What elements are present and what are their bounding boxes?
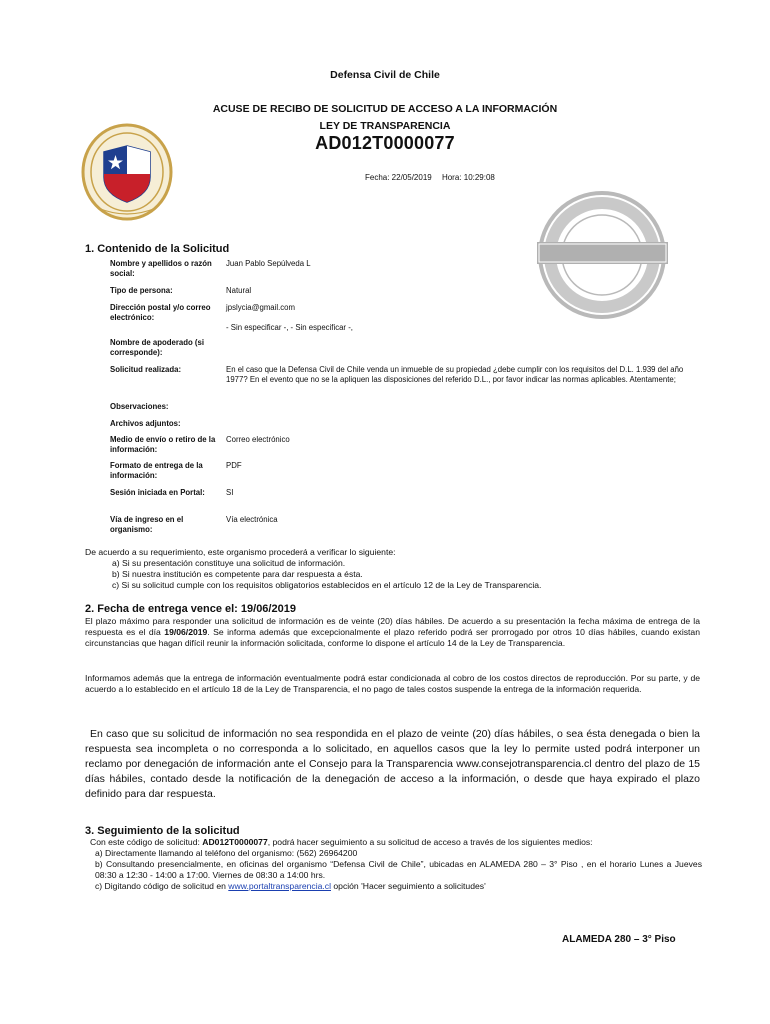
field-value: Juan Pablo Sepúlveda L xyxy=(226,259,311,268)
field-value: Natural xyxy=(226,286,252,295)
costs-paragraph: Informamos además que la entrega de información eventualmente podrá estar condicionada al cobro de los costos directos de reproducción. Por su parte, y de acuerdo a lo establecido en el artículo 18 de la Ley de Transparencia, el no pago de tales costos suspende la entrega de la información requerida. xyxy=(85,673,700,694)
footer-address: ALAMEDA 280 – 3° Piso xyxy=(562,934,676,945)
text-fragment: . Se informa además que excepcionalmente el plazo referido podrá ser prorrogado por otros 10 días hábiles, cuando existan circunstancias que hagan difícil reunir la información solicitada, conforme lo dispone el artículo 14 de la Ley de Transparencia. xyxy=(85,627,700,648)
section-3-title: 3. Seguimiento de la solicitud xyxy=(85,825,240,837)
field-label: Sesión iniciada en Portal: xyxy=(110,488,205,497)
text-fragment: c) Digitando código de solicitud en xyxy=(95,881,229,891)
field-value-secondary: - Sin especificar -, - Sin especificar -, xyxy=(226,323,353,332)
field-label: Solicitud realizada: xyxy=(110,365,182,374)
field-label: Nombre y apellidos o razón social: xyxy=(110,259,212,278)
tracking-item-office: b) Consultando presencialmente, en oficinas del organismo “Defensa Civil de Chile”, ubicadas en ALAMEDA 280 – 3° Piso , en el horario Lunes a Jueves 08:30 a 12:30 - 14:00 a 17:00. Viernes de 08:30 a 14:00 hrs. xyxy=(95,859,702,880)
field-value: jpslycia@gmail.com xyxy=(226,303,296,312)
law-name: LEY DE TRANSPARENCIA xyxy=(319,120,451,132)
section-2-title: 2. Fecha de entrega vence el: 19/06/2019 xyxy=(85,603,296,615)
text-fragment: Con este código de solicitud: xyxy=(90,837,203,847)
ingreso-electronico-stamp-icon xyxy=(535,190,670,320)
field-label: Observaciones: xyxy=(110,402,169,411)
field-value: Correo electrónico xyxy=(226,435,290,444)
request-code: AD012T0000077 xyxy=(315,133,455,153)
verify-intro: De acuerdo a su requerimiento, este organismo procederá a verificar lo siguiente: xyxy=(85,547,396,557)
text-fragment: El plazo máximo para responder una solicitud de información es de veinte (20) días hábiles. De acuerdo a su presentación la fecha máxima de entrega de la respuesta es el día xyxy=(85,616,700,637)
tracking-code: AD012T0000077 xyxy=(202,837,268,847)
document-title: ACUSE DE RECIBO DE SOLICITUD DE ACCESO A LA INFORMACIÓN xyxy=(212,103,558,115)
field-label: Nombre de apoderado (si corresponde): xyxy=(110,338,205,357)
deadline-paragraph xyxy=(85,616,700,649)
section-1-title: 1. Contenido de la Solicitud xyxy=(85,243,230,255)
tracking-item-portal xyxy=(95,881,702,892)
organization-name: Defensa Civil de Chile xyxy=(330,69,440,81)
defensa-civil-seal-icon xyxy=(80,122,175,222)
list-item: c) Si su solicitud cumple con los requisitos obligatorios establecidos en el artículo 12 de la Ley de Transparencia. xyxy=(112,580,542,590)
text-fragment: opción 'Hacer seguimiento a solicitudes' xyxy=(331,881,486,891)
field-value: Vía electrónica xyxy=(226,515,278,524)
verify-list xyxy=(112,558,712,591)
field-value: SI xyxy=(226,488,234,497)
tracking-intro xyxy=(90,837,702,848)
text-fragment: , podrá hacer seguimiento a su solicitud de acceso a través de los siguientes medios: xyxy=(267,837,593,847)
field-label: Medio de envío o retiro de la información: xyxy=(110,435,216,454)
field-value: PDF xyxy=(226,461,242,470)
field-label: Tipo de persona: xyxy=(110,286,173,295)
field-label: Formato de entrega de la información: xyxy=(110,461,203,480)
tracking-item-phone: a) Directamente llamando al teléfono del organismo: (562) 26964200 xyxy=(95,848,358,858)
time-label: Hora: 10:29:08 xyxy=(441,173,495,182)
field-label: Vía de ingreso en el organismo: xyxy=(110,515,184,534)
field-value: En el caso que la Defensa Civil de Chile venda un inmueble de su propiedad ¿debe cumplir con los requisitos del D.L. 1.939 del año 1977? En el evento que no se la apliquen las disposiciones del referido D.L., por favor indicar las normas aplicables. Atentamente; xyxy=(226,365,684,384)
appeal-paragraph: En caso que su solicitud de información no sea respondida en el plazo de veinte (20) días hábiles, o sea ésta denegada o bien la respuesta sea incompleta o no corresponda a lo solicitado, en aquellos casos que la ley lo permite usted podrá interponer un reclamo por denegación de información ante el Consejo para la Transparencia www.consejotransparencia.cl dentro del plazo de 15 días hábiles, contado desde la notificación de la denegación de acceso a la información, o desde que haya expirado el plazo definido para dar respuesta. xyxy=(85,728,700,800)
list-item: a) Si su presentación constituye una solicitud de información. xyxy=(112,558,346,568)
field-label: Dirección postal y/o correo electrónico: xyxy=(110,303,211,322)
deadline-date: 19/06/2019 xyxy=(164,627,208,637)
list-item: b) Si nuestra institución es competente para dar respuesta a ésta. xyxy=(112,569,363,579)
date-time-line xyxy=(365,173,503,182)
date-label: Fecha: 22/05/2019 xyxy=(365,173,432,182)
portal-transparencia-link[interactable]: www.portaltransparencia.cl xyxy=(228,881,331,891)
field-label: Archivos adjuntos: xyxy=(110,419,181,428)
